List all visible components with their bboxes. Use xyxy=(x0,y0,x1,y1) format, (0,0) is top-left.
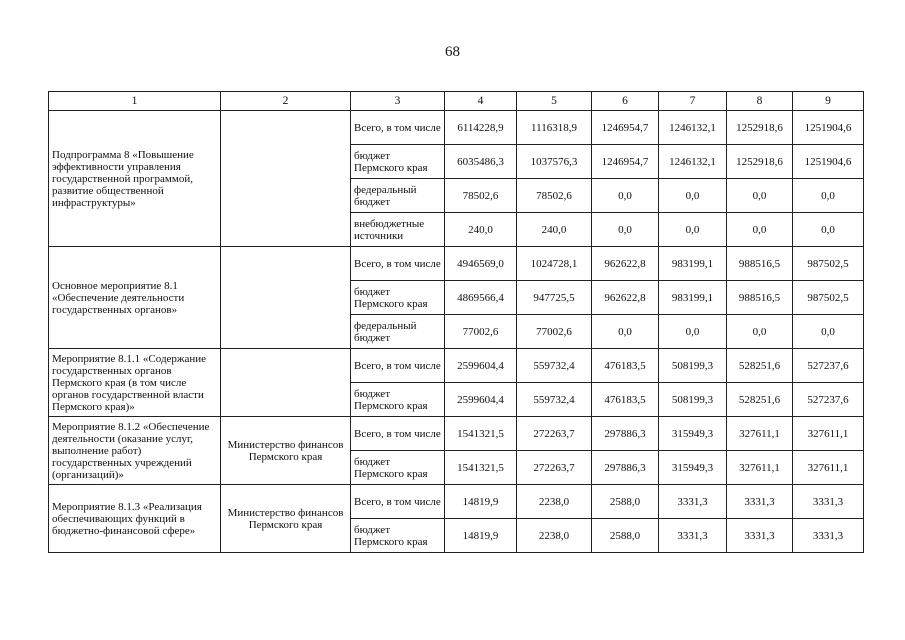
executor-cell: Министерство финансов Пермского края xyxy=(221,417,351,485)
funding-source-cell: бюджет Пермского края xyxy=(351,451,445,485)
amount-cell: 14819,9 xyxy=(445,519,517,553)
executor-cell xyxy=(221,111,351,247)
amount-cell: 0,0 xyxy=(659,315,727,349)
column-header: 6 xyxy=(592,92,659,111)
amount-cell: 327611,1 xyxy=(793,451,864,485)
amount-cell: 1541321,5 xyxy=(445,417,517,451)
table-row xyxy=(49,111,864,145)
program-name-cell: Мероприятие 8.1.1 «Содержание государственных органов Пермского края (в том числе органов государственной власти Пермского края)» xyxy=(49,349,221,417)
amount-cell: 2238,0 xyxy=(517,519,592,553)
amount-cell: 240,0 xyxy=(517,213,592,247)
amount-cell: 6035486,3 xyxy=(445,145,517,179)
budget-table xyxy=(48,91,864,553)
funding-source-cell: Всего, в том числе xyxy=(351,247,445,281)
amount-cell: 559732,4 xyxy=(517,349,592,383)
amount-cell: 559732,4 xyxy=(517,383,592,417)
amount-cell: 315949,3 xyxy=(659,451,727,485)
column-header: 1 xyxy=(49,92,221,111)
amount-cell: 240,0 xyxy=(445,213,517,247)
amount-cell: 988516,5 xyxy=(727,247,793,281)
amount-cell: 327611,1 xyxy=(793,417,864,451)
amount-cell: 0,0 xyxy=(592,213,659,247)
amount-cell: 0,0 xyxy=(793,179,864,213)
funding-source-cell: бюджет Пермского края xyxy=(351,519,445,553)
funding-source-cell: Всего, в том числе xyxy=(351,417,445,451)
amount-cell: 4869566,4 xyxy=(445,281,517,315)
funding-source-cell: федеральный бюджет xyxy=(351,179,445,213)
amount-cell: 983199,1 xyxy=(659,281,727,315)
amount-cell: 2238,0 xyxy=(517,485,592,519)
funding-source-cell: бюджет Пермского края xyxy=(351,383,445,417)
program-name-cell: Мероприятие 8.1.2 «Обеспечение деятельности (оказание услуг, выполнение работ) государственных учреждений (организаций)» xyxy=(49,417,221,485)
amount-cell: 3331,3 xyxy=(727,519,793,553)
amount-cell: 0,0 xyxy=(659,213,727,247)
column-header: 5 xyxy=(517,92,592,111)
amount-cell: 1251904,6 xyxy=(793,111,864,145)
amount-cell: 2588,0 xyxy=(592,485,659,519)
amount-cell: 2599604,4 xyxy=(445,383,517,417)
amount-cell: 297886,3 xyxy=(592,451,659,485)
amount-cell: 1037576,3 xyxy=(517,145,592,179)
amount-cell: 78502,6 xyxy=(445,179,517,213)
amount-cell: 1024728,1 xyxy=(517,247,592,281)
amount-cell: 3331,3 xyxy=(727,485,793,519)
program-name-cell: Подпрограмма 8 «Повышение эффективности управления государственной программой, развитие общественной инфраструктуры» xyxy=(49,111,221,247)
amount-cell: 0,0 xyxy=(727,213,793,247)
amount-cell: 508199,3 xyxy=(659,349,727,383)
amount-cell: 327611,1 xyxy=(727,417,793,451)
amount-cell: 527237,6 xyxy=(793,349,864,383)
amount-cell: 315949,3 xyxy=(659,417,727,451)
funding-source-cell: Всего, в том числе xyxy=(351,111,445,145)
amount-cell: 527237,6 xyxy=(793,383,864,417)
amount-cell: 0,0 xyxy=(659,179,727,213)
amount-cell: 987502,5 xyxy=(793,281,864,315)
table-row xyxy=(49,349,864,383)
amount-cell: 476183,5 xyxy=(592,383,659,417)
amount-cell: 77002,6 xyxy=(445,315,517,349)
funding-source-cell: внебюджетные источники xyxy=(351,213,445,247)
amount-cell: 272263,7 xyxy=(517,451,592,485)
amount-cell: 77002,6 xyxy=(517,315,592,349)
amount-cell: 988516,5 xyxy=(727,281,793,315)
amount-cell: 272263,7 xyxy=(517,417,592,451)
amount-cell: 1246132,1 xyxy=(659,145,727,179)
column-header: 7 xyxy=(659,92,727,111)
amount-cell: 962622,8 xyxy=(592,281,659,315)
amount-cell: 3331,3 xyxy=(793,519,864,553)
amount-cell: 2588,0 xyxy=(592,519,659,553)
amount-cell: 476183,5 xyxy=(592,349,659,383)
amount-cell: 508199,3 xyxy=(659,383,727,417)
table-row xyxy=(49,247,864,281)
funding-source-cell: бюджет Пермского края xyxy=(351,145,445,179)
funding-source-cell: Всего, в том числе xyxy=(351,485,445,519)
amount-cell: 962622,8 xyxy=(592,247,659,281)
amount-cell: 1252918,6 xyxy=(727,145,793,179)
funding-source-cell: бюджет Пермского края xyxy=(351,281,445,315)
amount-cell: 0,0 xyxy=(793,315,864,349)
column-numbers-row xyxy=(49,92,864,111)
amount-cell: 3331,3 xyxy=(659,485,727,519)
amount-cell: 14819,9 xyxy=(445,485,517,519)
amount-cell: 78502,6 xyxy=(517,179,592,213)
amount-cell: 983199,1 xyxy=(659,247,727,281)
amount-cell: 1251904,6 xyxy=(793,145,864,179)
amount-cell: 1246132,1 xyxy=(659,111,727,145)
column-header: 2 xyxy=(221,92,351,111)
table-row xyxy=(49,417,864,451)
page-number: 68 xyxy=(445,44,460,60)
column-header: 4 xyxy=(445,92,517,111)
amount-cell: 6114228,9 xyxy=(445,111,517,145)
amount-cell: 1246954,7 xyxy=(592,111,659,145)
amount-cell: 4946569,0 xyxy=(445,247,517,281)
amount-cell: 1252918,6 xyxy=(727,111,793,145)
funding-source-cell: федеральный бюджет xyxy=(351,315,445,349)
amount-cell: 0,0 xyxy=(727,179,793,213)
amount-cell: 528251,6 xyxy=(727,383,793,417)
table-row xyxy=(49,485,864,519)
executor-cell xyxy=(221,247,351,349)
amount-cell: 0,0 xyxy=(592,315,659,349)
amount-cell: 528251,6 xyxy=(727,349,793,383)
amount-cell: 297886,3 xyxy=(592,417,659,451)
amount-cell: 1246954,7 xyxy=(592,145,659,179)
column-header: 3 xyxy=(351,92,445,111)
amount-cell: 947725,5 xyxy=(517,281,592,315)
program-name-cell: Мероприятие 8.1.3 «Реализация обеспечивающих функций в бюджетно-финансовой сфере» xyxy=(49,485,221,553)
amount-cell: 0,0 xyxy=(592,179,659,213)
amount-cell: 327611,1 xyxy=(727,451,793,485)
amount-cell: 987502,5 xyxy=(793,247,864,281)
amount-cell: 0,0 xyxy=(793,213,864,247)
program-name-cell: Основное мероприятие 8.1 «Обеспечение деятельности государственных органов» xyxy=(49,247,221,349)
amount-cell: 1116318,9 xyxy=(517,111,592,145)
column-header: 8 xyxy=(727,92,793,111)
executor-cell: Министерство финансов Пермского края xyxy=(221,485,351,553)
amount-cell: 2599604,4 xyxy=(445,349,517,383)
executor-cell xyxy=(221,349,351,417)
amount-cell: 0,0 xyxy=(727,315,793,349)
funding-source-cell: Всего, в том числе xyxy=(351,349,445,383)
amount-cell: 3331,3 xyxy=(793,485,864,519)
column-header: 9 xyxy=(793,92,864,111)
amount-cell: 1541321,5 xyxy=(445,451,517,485)
amount-cell: 3331,3 xyxy=(659,519,727,553)
